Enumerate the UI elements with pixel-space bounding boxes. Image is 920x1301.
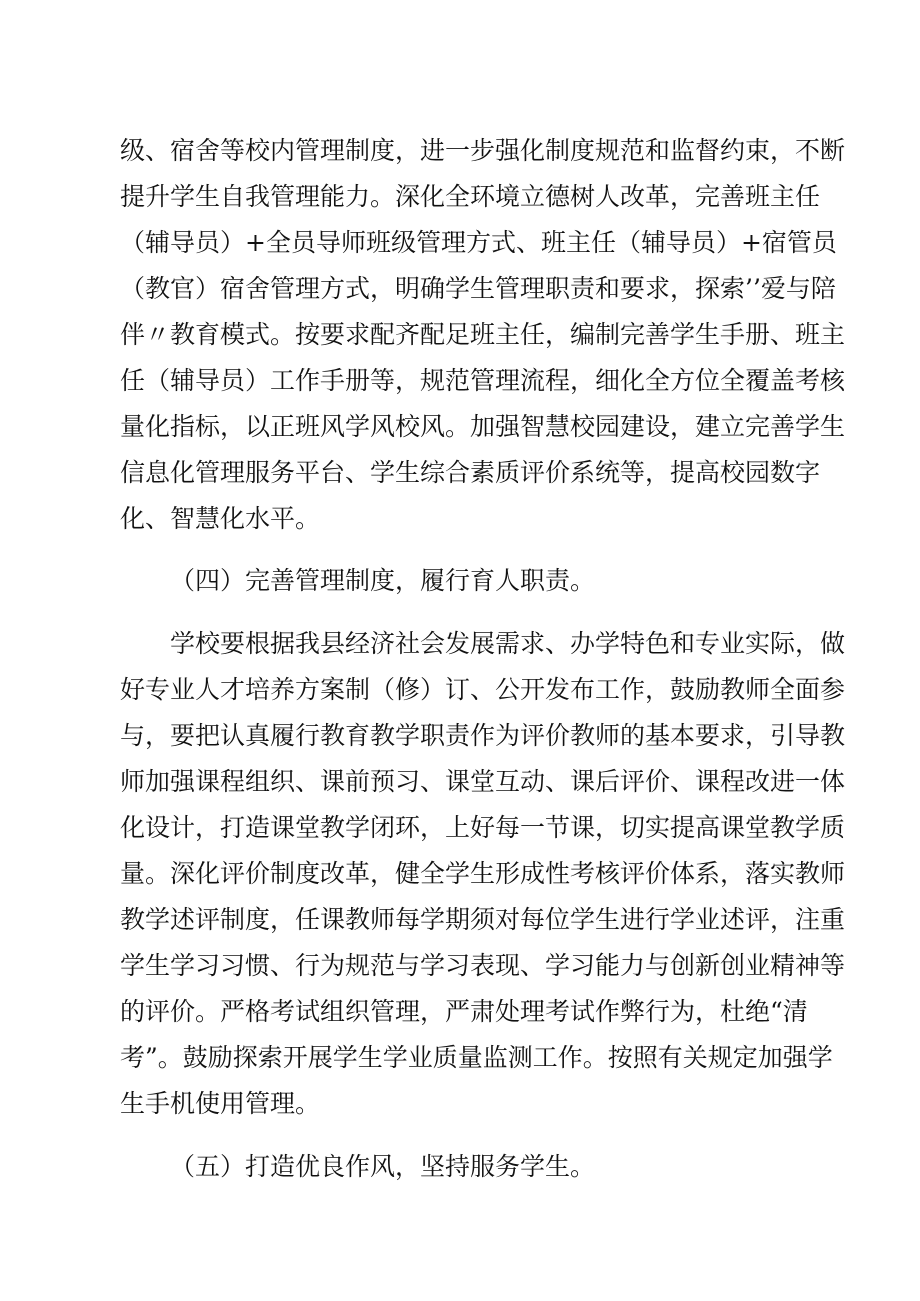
paragraph-student-management [120,128,846,542]
text-line: 量。深化评价制度改革，健全学生形成性考核评价体系，落实教师 [120,859,846,888]
document-body [120,128,846,1207]
text-line: 化、智慧化水平。 [120,504,321,533]
text-line: 教学述评制度，任课教师每学期须对每位学生进行学业述评，注重 [120,905,846,934]
text-line: 学校要根据我县经济社会发展需求、办学特色和专业实际，做 [170,629,846,658]
text-line: 级、宿舍等校内管理制度，进一步强化制度规范和监督约束，不断 [120,136,846,165]
text-line: 化设计，打造课堂教学闭环，上好每一节课，切实提高课堂教学质 [120,813,846,842]
section-heading-4: （四）完善管理制度，履行育人职责。 [170,566,596,595]
text-line: （辅导员）+全员导师班级管理方式、班主任（辅导员）+宿管员 [120,228,837,257]
text-line: 与，要把认真履行教育教学职责作为评价教师的基本要求，引导教 [120,721,846,750]
text-line: 提升学生自我管理能力。深化全环境立德树人改革，完善班主任 [120,182,821,211]
text-line: 学生学习习惯、行为规范与学习表现、学习能力与创新创业精神等 [120,951,846,980]
text-line: 信息化管理服务平台、学生综合素质评价系统等，提高校园数字 [120,458,821,487]
text-line: 生手机使用管理。 [120,1089,321,1118]
text-line: 量化指标，以正班风学风校风。加强智慧校园建设，建立完善学生 [120,412,846,441]
text-line: （教官）宿舍管理方式，明确学生管理职责和要求，探索’’爱与陪 [120,274,836,303]
text-line: 考”。鼓励探索开展学生学业质量监测工作。按照有关规定加强学 [120,1043,833,1072]
text-line: 好专业人才培养方案制（修）订、公开发布工作，鼓励教师全面参 [120,675,846,704]
section-heading-5: （五）打造优良作风，坚持服务学生。 [170,1152,596,1181]
text-line: 伴〃教育模式。按要求配齐配足班主任，编制完善学生手册、班主 [120,320,846,349]
text-line: 师加强课程组织、课前预习、课堂互动、课后评价、课程改进一体 [120,767,846,796]
paragraph-teaching-duties [120,621,846,1127]
text-line: 的评价。严格考试组织管理，严肃处理考试作弊行为，杜绝“清 [120,997,808,1026]
text-line: 任（辅导员）工作手册等，规范管理流程，细化全方位全覆盖考核 [120,366,846,395]
